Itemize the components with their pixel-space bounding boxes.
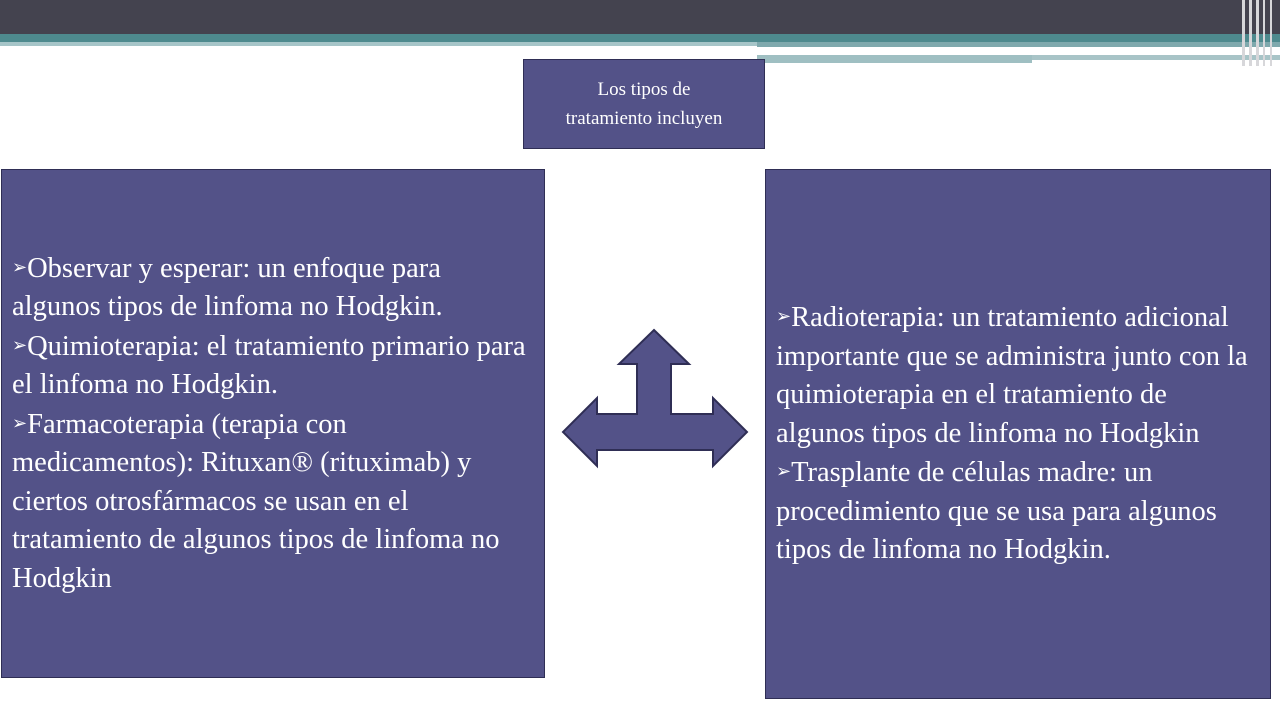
header-strip: [757, 55, 1032, 63]
header-band-light: [0, 42, 757, 46]
header-band-teal: [0, 34, 1280, 42]
list-item: ➢Radioterapia: un tratamiento adicional importante que se administra junto con la quimioterapia en el tratamiento de algunos tipos de linfoma no Hodgkin: [776, 298, 1260, 453]
header-strip-gap: [757, 49, 1187, 52]
three-way-arrow-icon: [560, 328, 750, 470]
list-item: ➢Observar y esperar: un enfoque para algunos tipos de linfoma no Hodgkin.: [12, 249, 534, 327]
list-item: ➢Trasplante de células madre: un procedimiento que se usa para algunos tipos de linfoma no Hodgkin.: [776, 453, 1260, 570]
slide-title: Los tipos de tratamiento incluyen: [565, 79, 723, 129]
right-content-box: [765, 169, 1271, 699]
header-vertical-stripes: [1240, 0, 1280, 66]
header-strip: [757, 42, 1280, 47]
arrowhead-bullet-icon: ➢: [12, 334, 28, 356]
list-item: ➢Farmacoterapia (terapia con medicamentos): Rituxan® (rituximab) y ciertos otrosfármacos se usan en el tratamiento de algunos tipos de linfoma no Hodgkin: [12, 405, 534, 599]
left-content-box: [1, 169, 545, 678]
arrowhead-bullet-icon: ➢: [12, 412, 28, 434]
header-band-dark: [0, 0, 1280, 34]
arrowhead-bullet-icon: ➢: [776, 306, 792, 328]
list-item: ➢Quimioterapia: el tratamiento primario para el linfoma no Hodgkin.: [12, 327, 534, 405]
arrowhead-bullet-icon: ➢: [12, 256, 28, 278]
arrowhead-bullet-icon: ➢: [776, 461, 792, 483]
title-box: [523, 59, 765, 149]
